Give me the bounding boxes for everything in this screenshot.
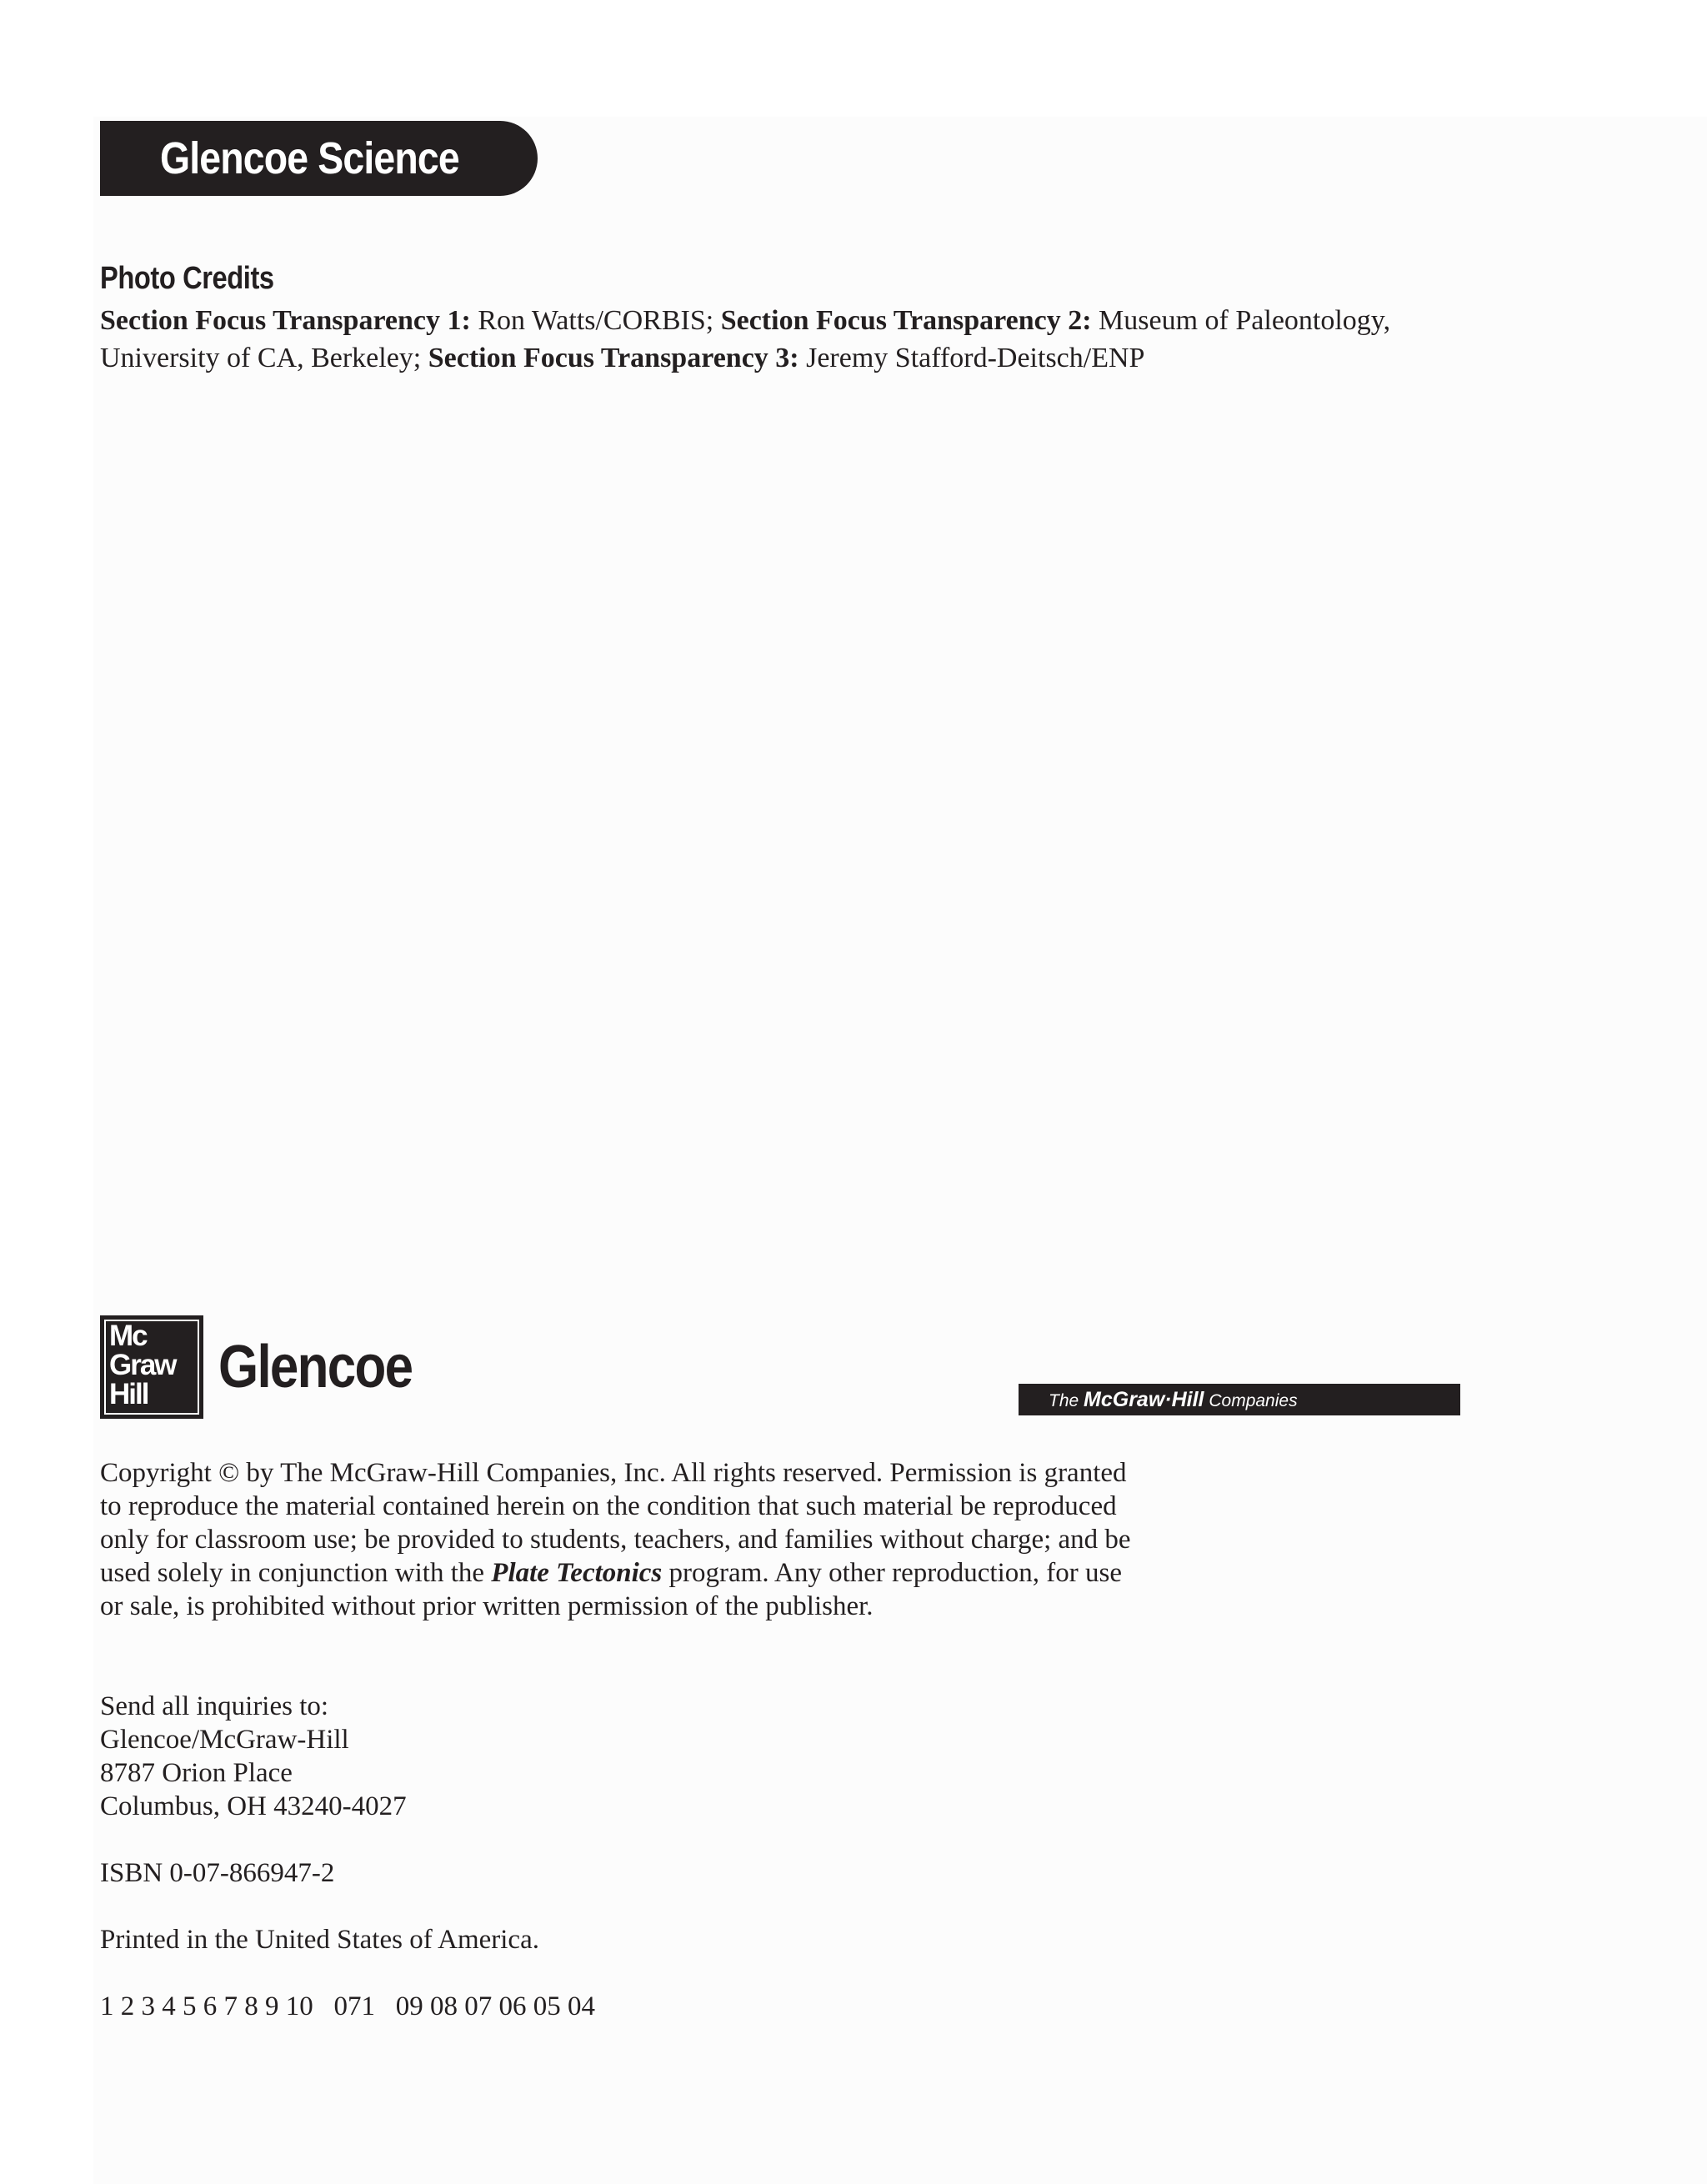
credit-text-2: Museum of Paleontology, University of CA, Berkeley; <box>100 305 1391 373</box>
logo-line-hill: Hill <box>109 1378 148 1410</box>
series-banner <box>100 121 538 196</box>
series-banner-title: Glencoe Science <box>160 133 459 183</box>
mcgraw-hill-logo <box>100 1315 203 1419</box>
companies-name: McGraw·Hill <box>1084 1388 1204 1411</box>
copyright-notice <box>100 1456 1134 1623</box>
credit-text-3: Jeremy Stafford-Deitsch/ENP <box>798 343 1145 373</box>
copyright-text-end: program. Any other reproduction, for use or sale, is prohibited without prior written permission of the publisher. <box>100 1558 1122 1621</box>
inquiries-intro: Send all inquiries to: <box>100 1691 329 1721</box>
logo-line-mc: Mc <box>109 1320 147 1352</box>
credit-label-1: Section Focus Transparency 1: <box>100 305 471 336</box>
inquiries-name: Glencoe/McGraw-Hill <box>100 1725 349 1755</box>
photo-credits-text <box>100 302 1467 377</box>
logo-line-graw: Graw <box>109 1349 176 1381</box>
inquiries-city: Columbus, OH 43240-4027 <box>100 1791 407 1821</box>
print-numbers: 1 2 3 4 5 6 7 8 9 10 071 09 08 07 06 05 04 <box>100 1991 595 2021</box>
inquiries-street: 8787 Orion Place <box>100 1758 293 1788</box>
printed-in: Printed in the United States of America. <box>100 1925 539 1955</box>
credit-text-1: Ron Watts/CORBIS; <box>470 305 721 336</box>
companies-suffix: Companies <box>1204 1391 1298 1410</box>
credit-label-2: Section Focus Transparency 2: <box>720 305 1092 336</box>
credit-label-3: Section Focus Transparency 3: <box>428 343 799 373</box>
page-background <box>93 117 1707 2184</box>
isbn: ISBN 0-07-866947-2 <box>100 1858 335 1888</box>
program-title: Plate Tectonics <box>491 1558 663 1588</box>
copyright-text-start: Copyright © by The McGraw-Hill Companies, Inc. All rights reserved. Permission is granted to reproduce the material contained herein on the condition that such material be reproduced only for classroom use; be provided to students, teachers, and families without charge; and be used solely in conjunction with the <box>100 1458 1131 1588</box>
companies-prefix: The <box>1049 1391 1084 1410</box>
photo-credits-heading: Photo Credits <box>100 261 274 296</box>
glencoe-brand: Glencoe <box>218 1334 413 1400</box>
mcgraw-hill-companies-bar <box>1019 1384 1460 1415</box>
inquiries-address <box>100 1690 407 1823</box>
mcgraw-hill-logo-box <box>104 1320 199 1415</box>
